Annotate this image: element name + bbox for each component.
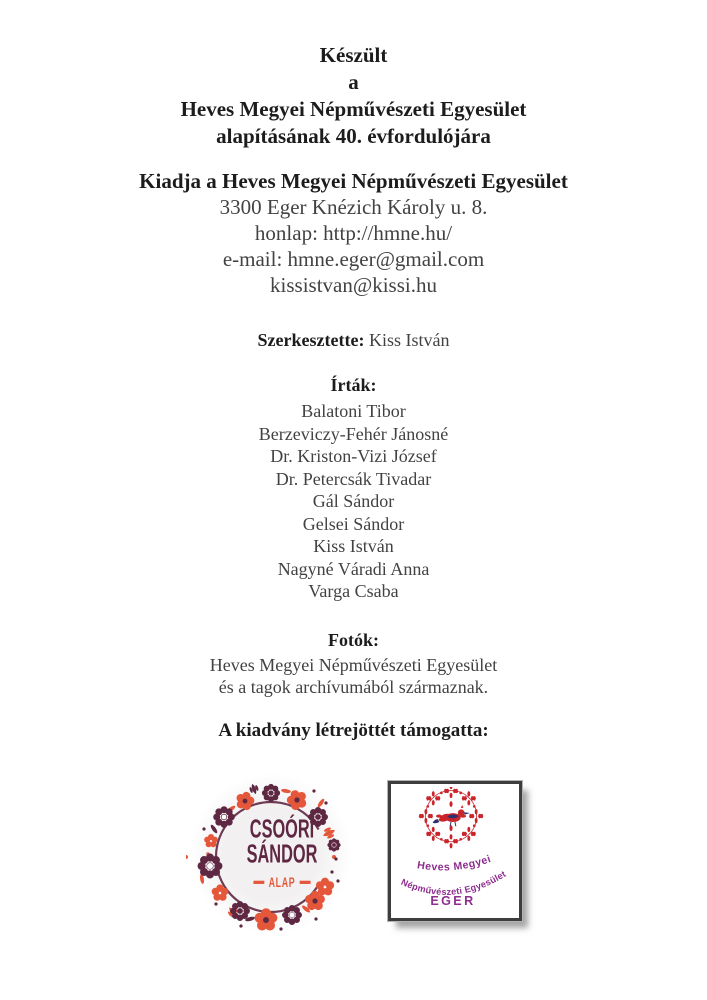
author-name: Gál Sándor — [312, 491, 395, 511]
photos-line: és a tagok archívumából származnak. — [218, 676, 489, 697]
hmne-arc-text-1: Heves Megyei — [415, 852, 493, 873]
hmne-city-text: EGER — [429, 893, 476, 908]
csoori-sandor-alap-logo — [186, 769, 356, 939]
author-name: Balatoni Tibor — [301, 401, 406, 421]
publisher-address: 3300 Eger Knézich Károly u. 8. — [219, 195, 488, 219]
supporters-heading: A kiadvány létrejöttét támogatta: — [218, 719, 489, 741]
publisher-website: honlap: http://hmne.hu/ — [254, 221, 453, 245]
editor-label: Szerkesztette: — [257, 330, 365, 350]
dash-ornament — [253, 880, 264, 883]
photos-line: Heves Megyei Népművészeti Egyesület — [209, 654, 498, 675]
editor-line — [0, 329, 707, 352]
author-name: Kiss István — [313, 536, 394, 556]
supporter-logos-row — [0, 769, 707, 939]
photos-block — [0, 629, 707, 698]
made-for-line: Készült — [319, 43, 388, 67]
publisher-email: e-mail: hmne.eger@gmail.com — [222, 247, 485, 271]
authors-block — [0, 374, 707, 603]
author-name: Nagyné Váradi Anna — [277, 558, 430, 579]
photos-heading: Fotók: — [328, 629, 379, 650]
csoori-logo-sub: ALAP — [268, 873, 295, 890]
author-name: Varga Csaba — [308, 581, 399, 601]
author-name: Dr. Petercsák Tivadar — [275, 468, 432, 489]
editor-name: Kiss István — [368, 330, 450, 350]
made-for-line: a — [348, 70, 359, 94]
authors-heading: Írták: — [330, 375, 377, 395]
author-name: Gelsei Sándor — [302, 513, 405, 534]
made-for-line: Heves Megyei Népművészeti Egyesület — [180, 97, 527, 121]
made-for-line: alapításának 40. évfordulójára — [216, 124, 491, 148]
hmne-arc-text-2: Népművészeti Egyesület — [399, 868, 508, 897]
author-name: Dr. Kriston-Vizi József — [270, 446, 437, 466]
csoori-logo-sub-row — [234, 869, 329, 894]
dash-ornament — [299, 880, 310, 883]
csoori-logo-name-line1: CSOÓRI — [249, 814, 314, 844]
made-for-block — [0, 42, 707, 150]
hmne-eger-logo — [388, 781, 522, 921]
csoori-logo-text — [234, 814, 329, 895]
publisher-email-secondary: kissistvan@kissi.hu — [270, 273, 437, 297]
author-name: Berzeviczy-Fehér Jánosné — [258, 423, 449, 444]
publisher-title: Kiadja a Heves Megyei Népművészeti Egyesület — [139, 169, 568, 193]
hmne-logo-graphic — [394, 787, 510, 909]
csoori-logo-name-line2: SÁNDOR — [246, 839, 317, 869]
publisher-block — [0, 168, 707, 298]
